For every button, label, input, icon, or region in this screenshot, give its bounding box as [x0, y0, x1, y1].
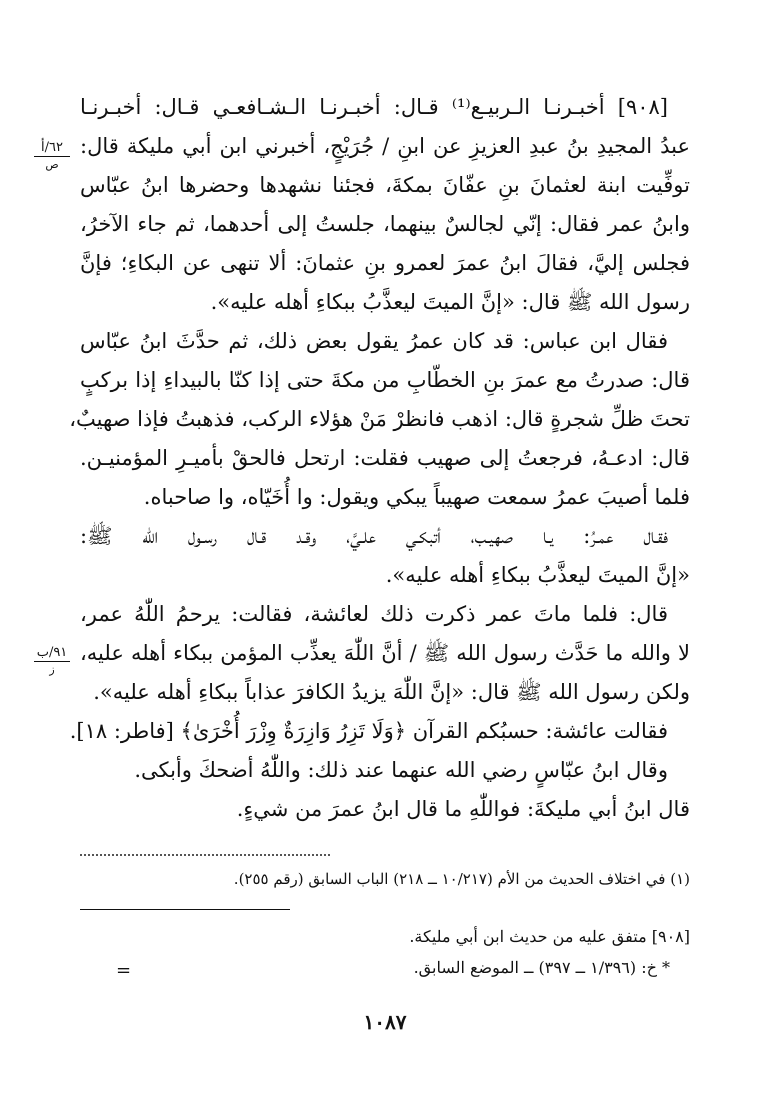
takhrij-block [80, 921, 690, 983]
paragraph [69, 712, 690, 751]
text-line: وقال ابنُ عبّاسٍ رضي الله عنهما عند ذلك: واللّٰهُ أضحكَ وأبكى. [134, 758, 668, 782]
margin-folio-number: ٩١/ب [34, 645, 70, 662]
paragraph [80, 595, 690, 712]
page-number: ١٠٨٧ [363, 1010, 407, 1034]
text-line: وابنُ عمر فقال: إنّي لجالسٌ بينهما، جلستُ إلى أحدهما، ثم جاء الآخرُ، [80, 212, 691, 236]
text-line: فقـال عمـرُ: يـا صهيـب، أتبكـي علـيَّ، وقـد قـال رسـول الله ﷺ: [80, 524, 668, 548]
text-line: رسول الله ﷺ قال: «إنَّ الميتَ ليعذَّبُ ببكاءِ أهله عليه». [210, 290, 690, 314]
text-line: [٩٠٨] أخبـرنـا الـربيـع⁽¹⁾ قـال: أخبـرنـا الـشـافعـي قـال: أخبـرنـا [80, 95, 668, 119]
text-line: قال: ادعـهُ، فرجعتُ إلى صهيب فقلت: ارتحل فالحقْ بأميـرِ المؤمنيـن. [80, 446, 690, 470]
text-line: تحتَ ظلِّ شجرةٍ قال: اذهب فانظرْ مَنْ هؤلاء الركب، فذهبتُ فإذا صهيبٌ، [69, 407, 690, 431]
paragraph [69, 322, 690, 517]
text-line: لا والله ما حَدَّث رسول الله ﷺ / أنَّ اللّٰهَ يعذِّب المؤمن ببكاء أهله عليه، [80, 641, 690, 665]
margin-folio-note [34, 140, 70, 173]
continuation-mark: = [116, 960, 132, 981]
paragraph [80, 88, 690, 322]
text-line: قال: فلما ماتَ عمر ذكرت ذلك لعائشة، فقالت: يرحمُ اللّٰهُ عمر، [80, 602, 668, 626]
text-line: ولكن رسول الله ﷺ قال: «إنَّ اللّٰهَ يزيدُ الكافرَ عذاباً ببكاءِ أهله عليه». [93, 680, 690, 704]
margin-folio-symbol: ز [49, 663, 55, 676]
footnote: (١) في اختلاف الحديث من الأم (١٠/٢١٧ ــ ٢١٨) الباب السابق (رقم ٢٥٥). [233, 870, 690, 888]
text-line: فقال ابن عباس: قد كان عمرُ يقول بعض ذلك، ثم حدَّثَ ابنُ عبّاس [80, 329, 668, 353]
takhrij-line: [٩٠٨] متفق عليه من حديث ابن أبي مليكة. [409, 927, 690, 946]
text-line: توفِّيت ابنة لعثمانَ بنِ عفّانَ بمكةَ، فجئنا نشهدها وحضرها ابنُ عبّاس [80, 173, 690, 197]
takhrij-separator [80, 909, 290, 910]
margin-folio-symbol: ص [45, 158, 59, 171]
footnote-separator [80, 854, 330, 856]
paragraph [80, 517, 690, 595]
margin-folio-note [34, 645, 70, 678]
text-line: قال: صدرتُ مع عمرَ بنِ الخطّابِ من مكةَ حتى إذا كنّا بالبيداءِ إذا بركبٍ [80, 368, 690, 392]
takhrij-line: * خ: (١/٣٩٦ ــ ٣٩٧) ــ الموضع السابق. [413, 958, 670, 977]
text-line: «إنَّ الميتَ ليعذَّبُ ببكاءِ أهله عليه». [385, 563, 690, 587]
paragraph [80, 790, 690, 829]
text-line: فقالت عائشة: حسبُكم القرآن ﴿وَلَا تَزِرُ وَازِرَةٌ وِزْرَ أُخْرَىٰ﴾ [فاطر: ١٨]. [69, 719, 668, 743]
paragraph [80, 751, 690, 790]
text-line: فلما أصيبَ عمرُ سمعت صهيباً يبكي ويقول: وا أُخَيّاه، وا صاحباه. [143, 485, 690, 509]
text-line: قال ابنُ أبي مليكةَ: فواللّٰهِ ما قال ابنُ عمرَ من شيءٍ. [236, 797, 690, 821]
text-line: فجلس إليَّ، فقالَ ابنُ عمرَ لعمرو بنِ عثمانَ: ألا تنهى عن البكاءِ؛ فإنَّ [80, 251, 690, 275]
text-line: عبدُ المجيدِ بنُ عبدِ العزيزِ عن ابنِ / جُرَيْجٍ، أخبرني ابن أبي مليكة قال: [80, 134, 690, 158]
margin-folio-number: ٦٢/أ [34, 140, 70, 157]
main-text [69, 88, 691, 829]
